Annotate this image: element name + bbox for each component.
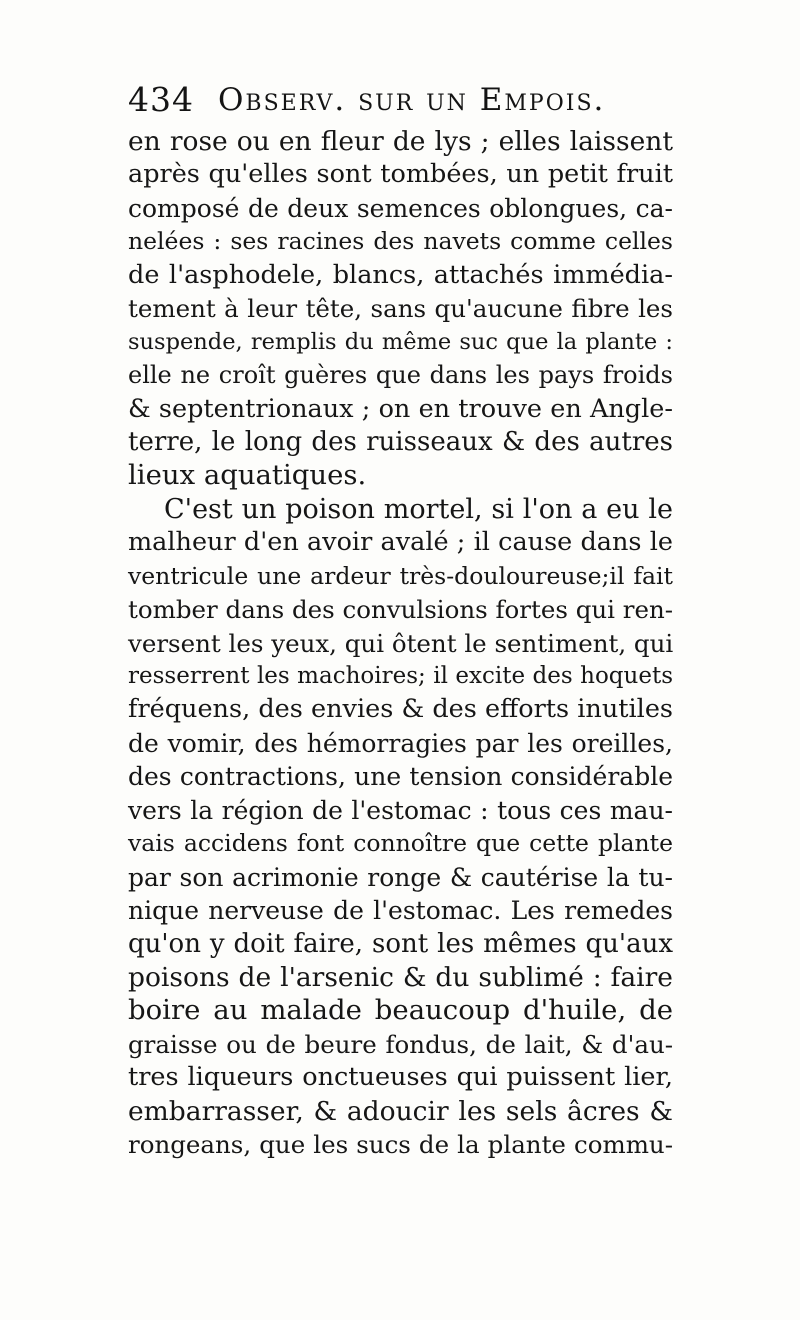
text-line: des contractions, une tension considérable	[128, 762, 673, 792]
text-line: & septentrionaux ; on en trouve en Angle-	[128, 393, 673, 424]
page-number: 434	[128, 80, 194, 119]
text-line: elle ne croît guères que dans les pays froids	[128, 361, 673, 390]
text-line: tres liqueurs onctueuses qui puissent lier,	[128, 1062, 673, 1093]
text-line: tement à leur tête, sans qu'aucune fibre les	[128, 294, 673, 324]
text-line: après qu'elles sont tombées, un petit fruit	[128, 159, 673, 190]
text-line: de l'asphodele, blancs, attachés immédia-	[128, 259, 673, 290]
text-line: rongeans, que les sucs de la plante commu-	[128, 1130, 673, 1160]
text-line: nique nerveuse de l'estomac. Les remedes	[128, 896, 673, 926]
text-line: poisons de l'arsenic & du sublimé : faire	[128, 961, 673, 993]
text-line: vers la région de l'estomac : tous ces mau-	[128, 795, 673, 825]
text-line: en rose ou en fleur de lys ; elles laissent	[128, 126, 673, 157]
text-line: C'est un poison mortel, si l'on a eu le	[164, 493, 673, 525]
text-line: vais accidens font connoître que cette plante	[128, 829, 673, 858]
text-line: tomber dans des convulsions fortes qui ren-	[128, 595, 674, 625]
text-line: nelées : ses racines des navets comme celles	[128, 227, 673, 256]
text-line: fréquens, des envies & des efforts inutiles	[128, 694, 673, 725]
text-line: graisse ou de beure fondus, de lait, & d'au-	[128, 1029, 673, 1059]
text-line: embarrasser, & adoucir les sels âcres &	[128, 1095, 673, 1127]
text-line: resserrent les machoires; il excite des hoquets	[128, 663, 673, 689]
text-line: suspende, remplis du même suc que la plante :	[128, 328, 673, 355]
page-header	[128, 74, 673, 122]
text-line: boire au malade beaucoup d'huile, de	[128, 994, 673, 1027]
body-text	[128, 125, 673, 1162]
text-line: terre, le long des ruisseaux & des autres	[128, 426, 673, 457]
text-line: qu'on y doit faire, sont les mêmes qu'aux	[128, 928, 673, 959]
text-line: lieux aquatiques.	[128, 459, 367, 492]
text-line: malheur d'en avoir avalé ; il cause dans le	[128, 527, 673, 558]
text-line: par son acrimonie ronge & cautérise la tu-	[128, 862, 673, 892]
text-line: versent les yeux, qui ôtent le sentiment, qui	[128, 628, 674, 658]
text-line: ventricule une ardeur très-douloureuse;il fait	[128, 561, 673, 590]
text-line: de vomir, des hémorragies par les oreilles,	[128, 728, 673, 758]
running-head: Observ. sur un Empois.	[218, 82, 606, 118]
text-line: composé de deux semences oblongues, ca-	[128, 193, 673, 223]
